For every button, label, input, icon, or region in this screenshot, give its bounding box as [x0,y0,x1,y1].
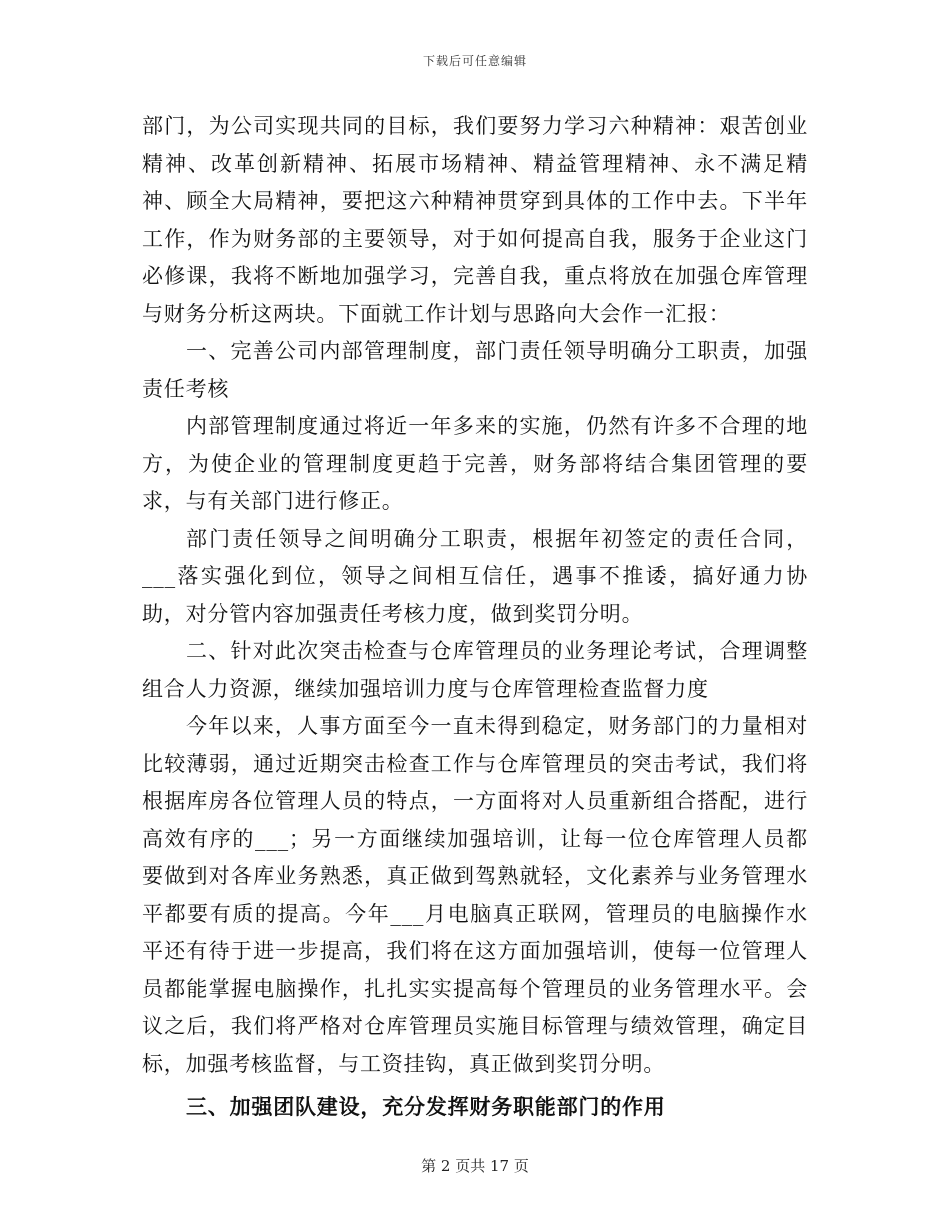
section-heading-1: 一、完善公司内部管理制度，部门责任领导明确分工职责，加强责任考核 [142,339,808,401]
document-body [142,108,808,1127]
paragraph-responsibility: 部门责任领导之间明确分工职责，根据年初签定的责任合同，___落实强化到位，领导之间相互信任，遇事不推诿，搞好通力协助，对分管内容加强责任考核力度，做到奖罚分明。 [142,526,808,626]
paragraph-training: 今年以来，人事方面至今一直未得到稳定，财务部门的力量相对比较薄弱，通过近期突击检查工作与仓库管理员的突击考试，我们将根据库房各位管理人员的特点，一方面将对人员重新组合搭配，进行高效有序的___；另一方面继续加强培训，让每一位仓库管理人员都要做到对各库业务熟悉，真正做到驾熟就轻，文化素养与业务管理水平都要有质的提高。今年___月电脑真正联网，管理员的电脑操作水平还有待于进一步提高，我们将在这方面加强培训，使每一位管理人员都能掌握电脑操作，扎扎实实提高每个管理员的业务管理水平。会议之后，我们将严格对仓库管理员实施目标管理与绩效管理，确定目标，加强考核监督，与工资挂钩，真正做到奖罚分明。 [142,714,808,1076]
section-heading-2: 二、针对此次突击检查与仓库管理员的业务理论考试，合理调整组合人力资源，继续加强培训力度与仓库管理检查监督力度 [142,639,808,701]
paragraph-intro: 部门，为公司实现共同的目标，我们要努力学习六种精神：艰苦创业精神、改革创新精神、拓展市场精神、精益管理精神、永不满足精神、顾全大局精神，要把这六种精神贯穿到具体的工作中去。下半年工作，作为财务部的主要领导，对于如何提高自我，服务于企业这门必修课，我将不断地加强学习，完善自我，重点将放在加强仓库管理与财务分析这两块。下面就工作计划与思路向大会作一汇报： [142,114,808,326]
section-heading-3: 三、加强团队建设，充分发挥财务职能部门的作用 [186,1095,666,1119]
page-number: 第 2 页共 17 页 [421,1157,529,1175]
page-header: 下载后可任意编辑 [422,54,527,68]
paragraph-internal-system: 内部管理制度通过将近一年多来的实施，仍然有许多不合理的地方，为使企业的管理制度更趋于完善，财务部将结合集团管理的要求，与有关部门进行修正。 [142,414,808,513]
